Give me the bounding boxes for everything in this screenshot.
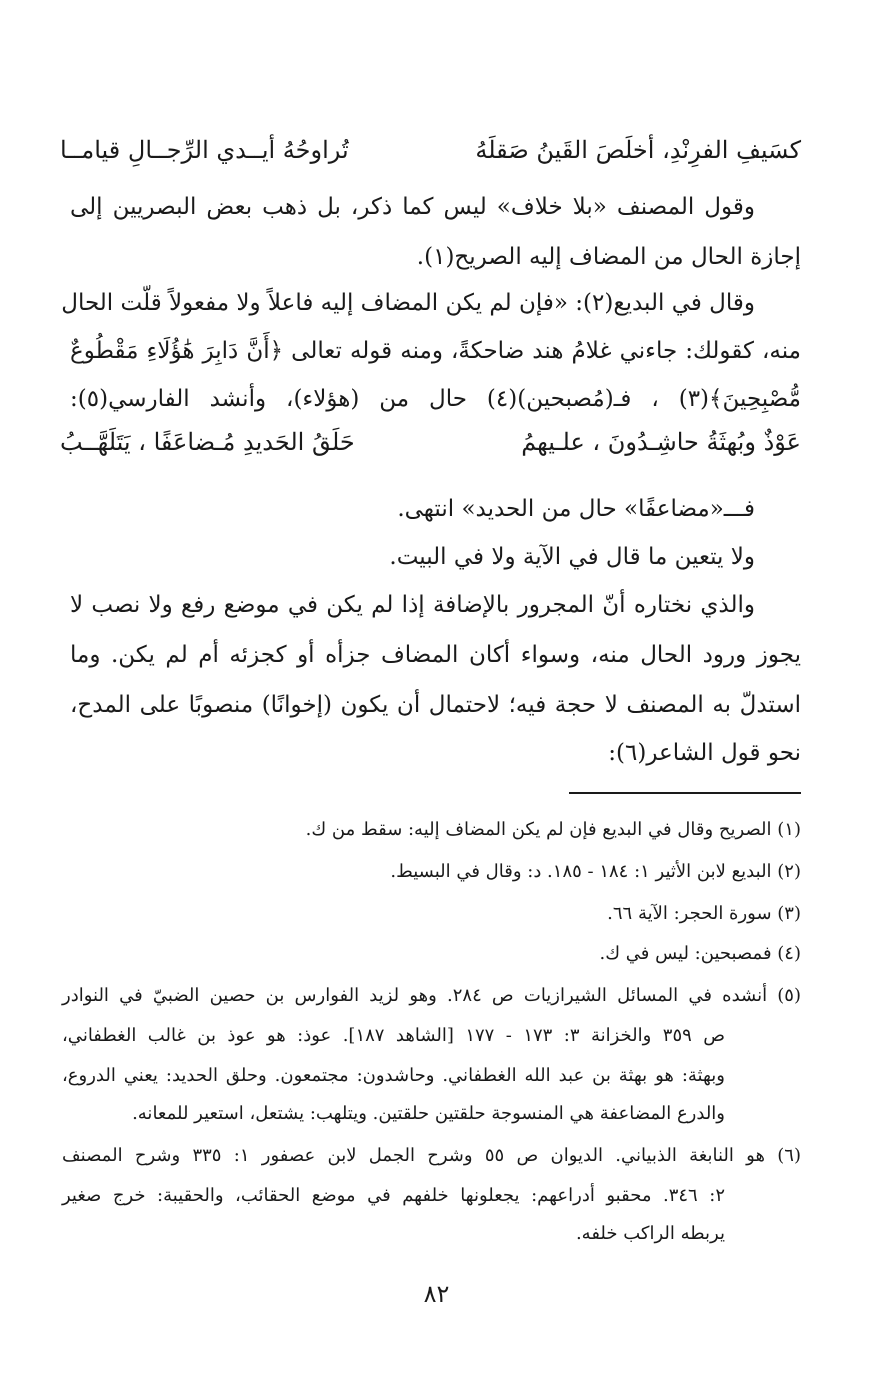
footnote-5-line-4: والدرع المضاعفة هي المنسوجة حلقتين حلقتين. ويتلهب: يشتعل، استعير للمعانه. — [132, 1103, 725, 1124]
verse-line-2 — [60, 422, 801, 462]
footnote-6-line-3: يربطه الراكب خلفه. — [575, 1223, 725, 1244]
footnote-6-line-2: ٢: ٣٤٦. محقبو أدراعهم: يجعلونها خلفهم في موضع الحقائب، والحقيبة: خرج صغير — [62, 1185, 725, 1206]
footnote-3: (٣) سورة الحجر: الآية ٦٦. — [607, 903, 801, 924]
footnote-5-line-3: وبهثة: هو بهثة بن عبد الله الغطفاني. وحاشدون: مجتمعون. وحلق الحديد: يعني الدروع، — [62, 1065, 725, 1086]
footnote-6-line-1: (٦) هو النابغة الذبياني. الديوان ص ٥٥ وشرح الجمل لابن عصفور ١: ٣٣٥ وشرح المصنف — [62, 1145, 801, 1166]
verse-1-first-hemistich: كسَيفِ الفرِنْدِ، أخلَصَ القَينُ صَقلَهُ — [475, 136, 801, 164]
body-line-4: منه، كقولك: جاءني غلامُ هند ضاحكةً، ومنه قوله تعالى ﴿أَنَّ دَابِرَ هَٰؤُلَاءِ مَقْطُوعٌ — [70, 338, 801, 364]
footnote-separator — [569, 792, 801, 794]
footnote-2: (٢) البديع لابن الأثير ١: ١٨٤ - ١٨٥. د: وقال في البسيط. — [390, 861, 801, 882]
body-line-3: وقال في البديع(٢): «فإن لم يكن المضاف إليه فاعلاً ولا مفعولاً قلّت الحال — [61, 290, 755, 316]
body-line-8: والذي نختاره أنّ المجرور بالإضافة إذا لم يكن في موضع رفع ولا نصب لا — [70, 592, 755, 618]
verse-line-1 — [60, 130, 801, 170]
body-line-1: وقول المصنف «بلا خلاف» ليس كما ذكر، بل ذهب بعض البصريين إلى — [70, 194, 755, 220]
page-number: ٨٢ — [423, 1280, 450, 1308]
body-line-6: فـــ«مضاعفًا» حال من الحديد» انتهى. — [397, 496, 755, 522]
verse-2-first-hemistich: عَوْذٌ وبُهثَةُ حاشِـدُونَ ، علـيهمُ — [521, 428, 801, 456]
verse-2-second-hemistich: حَلَقُ الحَديدِ مُـضاعَفًا ، يَتَلَهَّــبُ — [60, 428, 355, 456]
footnote-4: (٤) فمصبحين: ليس في ك. — [599, 943, 801, 964]
footnote-1: (١) الصريح وقال في البديع فإن لم يكن المضاف إليه: سقط من ك. — [305, 819, 801, 840]
body-line-9: يجوز ورود الحال منه، وسواء أكان المضاف جزأه أو كجزئه أم لم يكن. وما — [70, 642, 801, 668]
footnote-5-line-1: (٥) أنشده في المسائل الشيرازيات ص ٢٨٤. وهو لزيد الفوارس بن حصين الضبيّ في النوادر — [62, 985, 801, 1006]
body-line-11: نحو قول الشاعر(٦): — [608, 740, 801, 766]
body-line-5: مُّصْبِحِينَ﴾(٣) ، فـ(مُصبحين)(٤) حال من (هؤلاء)، وأنشد الفارسي(٥): — [70, 386, 801, 412]
verse-1-second-hemistich: تُراوحُهُ أيــدي الرِّجــالِ قيامــا — [60, 136, 349, 164]
body-line-2: إجازة الحال من المضاف إليه الصريح(١). — [416, 244, 801, 270]
footnote-5-line-2: ص ٣٥٩ والخزانة ٣: ١٧٣ - ١٧٧ [الشاهد ١٨٧]. عوذ: هو عوذ بن غالب الغطفاني، — [62, 1025, 726, 1046]
body-line-7: ولا يتعين ما قال في الآية ولا في البيت. — [389, 544, 755, 570]
body-line-10: استدلّ به المصنف لا حجة فيه؛ لاحتمال أن يكون (إخوانًا) منصوبًا على المدح، — [70, 692, 801, 718]
